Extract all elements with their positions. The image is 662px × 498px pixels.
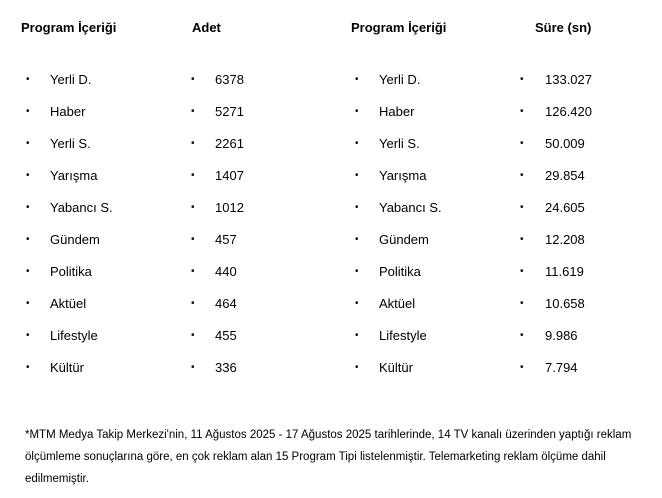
list-item [520, 224, 650, 256]
list-item-value: Yerli S. [379, 136, 420, 151]
bullet-icon: • [355, 234, 359, 245]
bullet-icon: • [191, 138, 195, 149]
header-program-1: Program İçeriği [21, 20, 117, 35]
list-item [191, 192, 321, 224]
list-item-value: Haber [50, 104, 86, 119]
bullet-icon: • [191, 170, 195, 181]
bullet-icon: • [26, 106, 30, 117]
bullet-icon: • [520, 266, 524, 277]
list-item [26, 320, 176, 352]
bullet-icon: • [520, 234, 524, 245]
list-item-value: Yerli D. [379, 72, 421, 87]
list-item [355, 256, 505, 288]
list-item-value: Yerli D. [50, 72, 92, 87]
list-item [520, 256, 650, 288]
list-item [520, 128, 650, 160]
list-item [520, 64, 650, 96]
sure-list [520, 64, 650, 384]
list-item-value: Lifestyle [379, 328, 427, 343]
bullet-icon: • [191, 202, 195, 213]
list-item-value: 24.605 [545, 200, 585, 215]
list-item-value: 12.208 [545, 232, 585, 247]
list-item [520, 288, 650, 320]
list-item-value: Yarışma [50, 168, 98, 183]
bullet-icon: • [520, 106, 524, 117]
list-item-value: 455 [215, 328, 237, 343]
bullet-icon: • [191, 362, 195, 373]
list-item-value: Kültür [50, 360, 84, 375]
list-item [26, 288, 176, 320]
list-item [191, 224, 321, 256]
bullet-icon: • [355, 170, 359, 181]
bullet-icon: • [26, 362, 30, 373]
bullet-icon: • [355, 266, 359, 277]
bullet-icon: • [26, 234, 30, 245]
header-program-2: Program İçeriği [351, 20, 447, 35]
list-item [520, 320, 650, 352]
list-item-value: Haber [379, 104, 415, 119]
bullet-icon: • [355, 106, 359, 117]
list-item-value: 2261 [215, 136, 244, 151]
bullet-icon: • [191, 234, 195, 245]
list-item [191, 352, 321, 384]
bullet-icon: • [520, 330, 524, 341]
list-item-value: 6378 [215, 72, 244, 87]
list-item-value: 464 [215, 296, 237, 311]
bullet-icon: • [355, 138, 359, 149]
list-item-value: 10.658 [545, 296, 585, 311]
list-item-value: 1407 [215, 168, 244, 183]
list-item-value: Yerli S. [50, 136, 91, 151]
list-item [355, 192, 505, 224]
bullet-icon: • [520, 298, 524, 309]
list-item [355, 224, 505, 256]
bullet-icon: • [26, 266, 30, 277]
list-item-value: 7.794 [545, 360, 578, 375]
list-item [191, 96, 321, 128]
list-item [26, 96, 176, 128]
list-item [191, 128, 321, 160]
list-item [191, 160, 321, 192]
list-item-value: 336 [215, 360, 237, 375]
list-item [355, 352, 505, 384]
bullet-icon: • [520, 138, 524, 149]
program-list-2 [355, 64, 505, 384]
list-item [26, 256, 176, 288]
list-item [355, 96, 505, 128]
list-item-value: Lifestyle [50, 328, 98, 343]
list-item [355, 160, 505, 192]
list-item-value: Aktüel [50, 296, 87, 311]
list-item [355, 64, 505, 96]
bullet-icon: • [26, 202, 30, 213]
list-item [26, 224, 176, 256]
list-item-value: 440 [215, 264, 237, 279]
list-item [26, 192, 176, 224]
list-item-value: Aktüel [379, 296, 416, 311]
header-adet: Adet [192, 20, 221, 35]
list-item [26, 64, 176, 96]
bullet-icon: • [191, 330, 195, 341]
list-item-value: Kültür [379, 360, 413, 375]
list-item-value: 29.854 [545, 168, 585, 183]
bullet-icon: • [26, 330, 30, 341]
list-item-value: Yarışma [379, 168, 427, 183]
list-item [26, 128, 176, 160]
list-item-value: Yabancı S. [379, 200, 442, 215]
adet-list [191, 64, 321, 384]
header-sure: Süre (sn) [535, 20, 592, 35]
bullet-icon: • [26, 170, 30, 181]
bullet-icon: • [191, 74, 195, 85]
list-item [191, 320, 321, 352]
list-item-value: Gündem [379, 232, 429, 247]
list-item [520, 352, 650, 384]
list-item-value: 126.420 [545, 104, 592, 119]
list-item [26, 352, 176, 384]
list-item [26, 160, 176, 192]
bullet-icon: • [355, 74, 359, 85]
list-item-value: Gündem [50, 232, 100, 247]
bullet-icon: • [355, 362, 359, 373]
list-item [355, 320, 505, 352]
list-item [191, 256, 321, 288]
list-item [191, 288, 321, 320]
list-item-value: 50.009 [545, 136, 585, 151]
bullet-icon: • [520, 170, 524, 181]
bullet-icon: • [26, 298, 30, 309]
list-item [520, 96, 650, 128]
program-list-1 [26, 64, 176, 384]
bullet-icon: • [520, 202, 524, 213]
bullet-icon: • [191, 106, 195, 117]
bullet-icon: • [520, 362, 524, 373]
list-item [520, 160, 650, 192]
list-item [520, 192, 650, 224]
bullet-icon: • [26, 138, 30, 149]
bullet-icon: • [191, 266, 195, 277]
list-item-value: 9.986 [545, 328, 578, 343]
bullet-icon: • [355, 298, 359, 309]
list-item [191, 64, 321, 96]
bullet-icon: • [520, 74, 524, 85]
list-item-value: 11.619 [545, 264, 584, 279]
list-item-value: 133.027 [545, 72, 592, 87]
list-item [355, 288, 505, 320]
list-item [355, 128, 505, 160]
list-item-value: Politika [379, 264, 421, 279]
list-item-value: Politika [50, 264, 92, 279]
bullet-icon: • [355, 202, 359, 213]
list-item-value: 1012 [215, 200, 244, 215]
list-item-value: 457 [215, 232, 237, 247]
bullet-icon: • [355, 330, 359, 341]
bullet-icon: • [26, 74, 30, 85]
footnote: *MTM Medya Takip Merkezi'nin, 11 Ağustos 2025 - 17 Ağustos 2025 tarihlerinde, 14 TV kanalı üzerinden yaptığı reklam ölçümleme sonuçlarına göre, en çok reklam alan 15 Program Tipi listelenmiştir. Telemarketing reklam ölçüme dahil edilmemiştir. [25, 429, 632, 485]
bullet-icon: • [191, 298, 195, 309]
list-item-value: 5271 [215, 104, 244, 119]
list-item-value: Yabancı S. [50, 200, 113, 215]
